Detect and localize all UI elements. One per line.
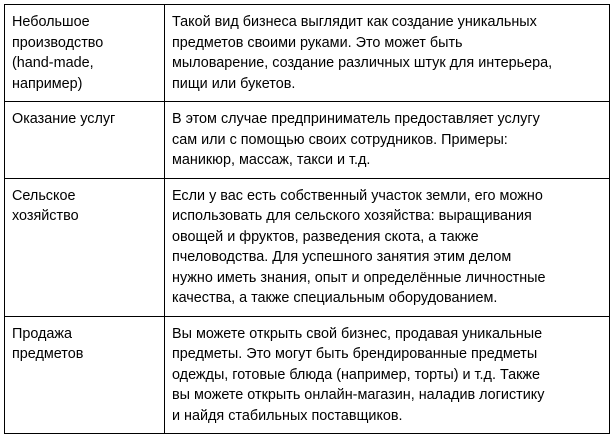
description-cell: В этом случае предприниматель предоставляет услугу сам или с помощью своих сотрудников. Примеры: маникюр, массаж, такси и т.д. — [165, 102, 610, 179]
description-cell: Вы можете открыть свой бизнес, продавая уникальные предметы. Это могут быть брендированные предметы одежды, готовые блюда (например, торты) и т.д. Также вы можете открыть онлайн-магазин, наладив логистику и найдя стабильных поставщиков. — [165, 316, 610, 434]
category-cell: Оказание услуг — [5, 102, 165, 179]
category-cell: Небольшое производство (hand-made, например) — [5, 5, 165, 102]
category-cell: Продажа предметов — [5, 316, 165, 434]
category-cell: Сельское хозяйство — [5, 178, 165, 316]
business-types-table — [4, 4, 610, 434]
description-cell: Такой вид бизнеса выглядит как создание уникальных предметов своими руками. Это может быть мыловарение, создание различных штук для интерьера, пищи или букетов. — [165, 5, 610, 102]
table-row — [5, 102, 610, 179]
table-row — [5, 5, 610, 102]
description-cell: Если у вас есть собственный участок земли, его можно использовать для сельского хозяйства: выращивания овощей и фруктов, разведения скота, а также пчеловодства. Для успешного занятия этим делом нужно иметь знания, опыт и определённые личностные качества, а также специальным оборудованием. — [165, 178, 610, 316]
table-row — [5, 316, 610, 434]
table-row — [5, 178, 610, 316]
